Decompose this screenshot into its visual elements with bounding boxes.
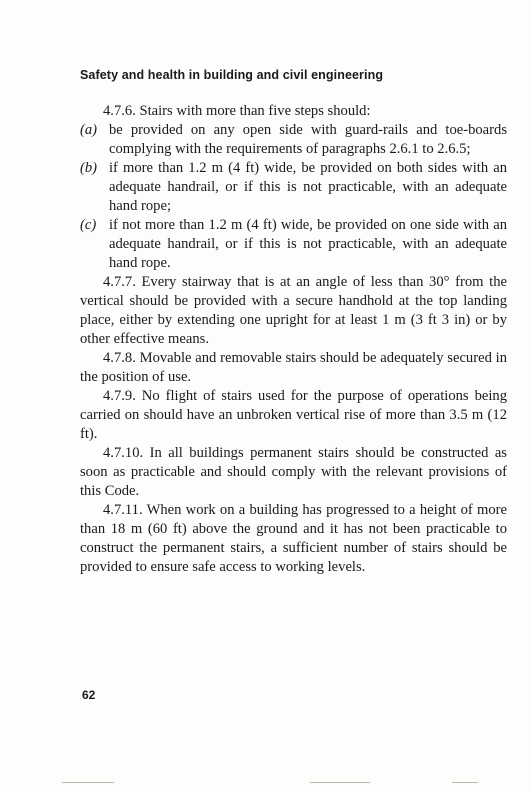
paragraph-4-7-11: 4.7.11. When work on a building has progressed to a height of more than 18 m (60 ft) above the ground and it has not been practicable to construct the permanent stairs, a sufficient number of stairs should be provided to ensure safe access to working levels. bbox=[80, 502, 507, 575]
running-head: Safety and health in building and civil engineering bbox=[80, 68, 384, 82]
item-label-b: (b) bbox=[80, 160, 98, 176]
item-text-c: if not more than 1.2 m (4 ft) wide, be provided on one side with an adequate handrail, or if this is not practicable, with an adequate hand rope. bbox=[109, 217, 507, 271]
paragraph-4-7-10: 4.7.10. In all buildings permanent stairs should be constructed as soon as practicable and should comply with the relevant provisions of this Code. bbox=[80, 445, 507, 499]
list-item-a bbox=[80, 121, 507, 159]
paragraph-4-7-9: 4.7.9. No flight of stairs used for the purpose of operations being carried on should have an unbroken vertical rise of more than 3.5 m (12 ft). bbox=[80, 388, 507, 442]
scan-edge-mark bbox=[62, 782, 114, 783]
item-label-c: (c) bbox=[80, 217, 97, 233]
scan-edge-mark bbox=[452, 782, 478, 783]
item-text-a: be provided on any open side with guard-rails and toe-boards complying with the requirements of paragraphs 2.6.1 to 2.6.5; bbox=[109, 122, 507, 157]
list-item-c bbox=[80, 216, 507, 273]
paragraph-4-7-6-intro: 4.7.6. Stairs with more than five steps should: bbox=[103, 103, 371, 119]
paragraph-4-7-8: 4.7.8. Movable and removable stairs should be adequately secured in the position of use. bbox=[80, 350, 507, 385]
item-label-a: (a) bbox=[80, 122, 98, 138]
paragraph-4-7-7: 4.7.7. Every stairway that is at an angle of less than 30° from the vertical should be provided with a secure handhold at the top landing place, either by extending one upright for at least 1 m (3 ft 3 in) or by other effective means. bbox=[80, 274, 507, 347]
page-number: 62 bbox=[82, 688, 96, 702]
item-text-b: if more than 1.2 m (4 ft) wide, be provided on both sides with an adequate handrail, or if this is not practicable, with an adequate hand rope; bbox=[109, 160, 507, 214]
body-text bbox=[80, 102, 507, 577]
scan-edge-mark bbox=[310, 782, 370, 783]
list-item-b bbox=[80, 159, 507, 216]
